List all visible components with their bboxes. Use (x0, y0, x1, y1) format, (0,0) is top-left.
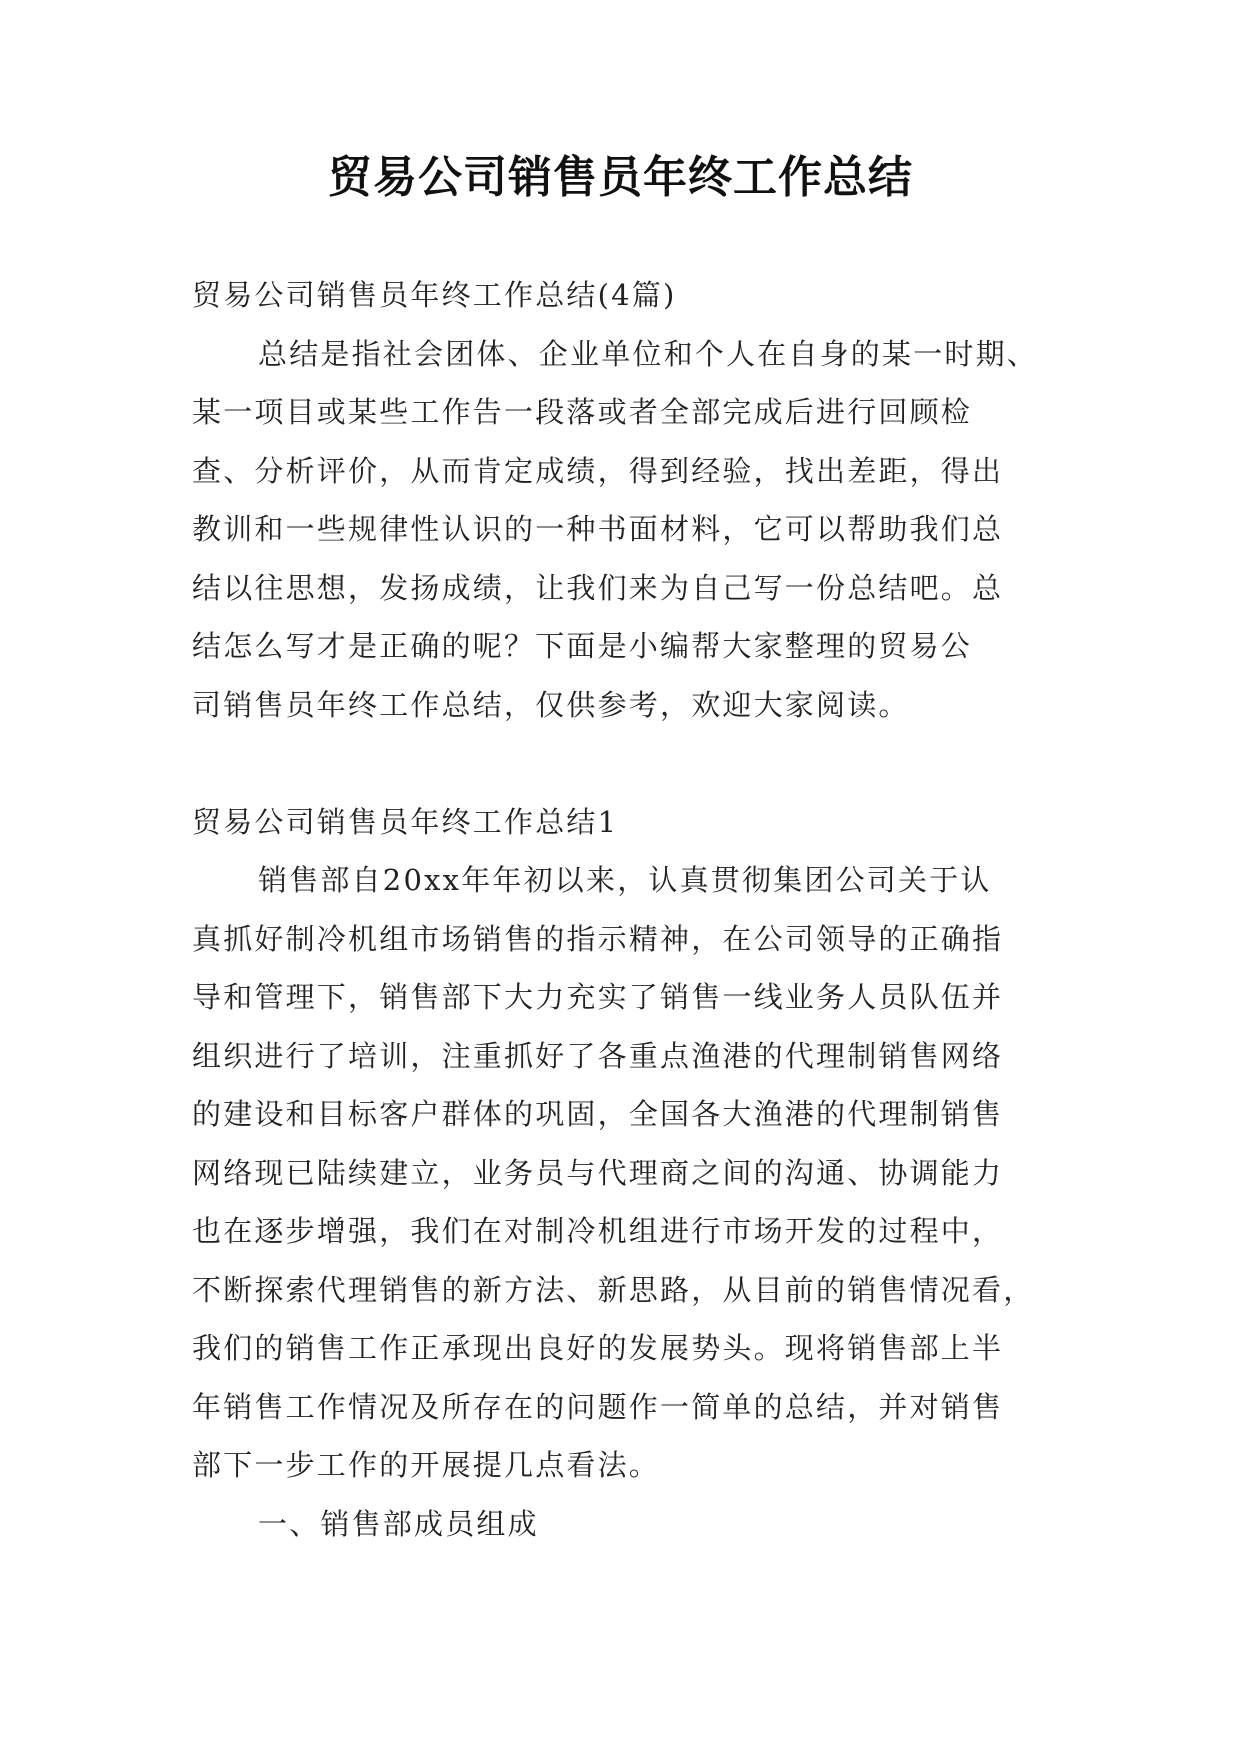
subheading: 一、销售部成员组成 (258, 1506, 539, 1541)
intro-line: 结怎么写才是正确的呢？下面是小编帮大家整理的贸易公 (192, 629, 973, 663)
section-line: 也在逐步增强，我们在对制冷机组进行市场开发的过程中， (192, 1214, 1004, 1248)
section-line: 部下一步工作的开展提几点看法。 (192, 1448, 661, 1482)
section-line: 真抓好制冷机组市场销售的指示精神，在公司领导的正确指 (192, 921, 1004, 956)
section-line: 销售部自20xx年年初以来，认真贯彻集团公司关于认 (258, 863, 992, 897)
section-line: 不断探索代理销售的新方法、新思路，从目前的销售情况看， (192, 1272, 1035, 1307)
section-line: 导和管理下，销售部下大力充实了销售一线业务人员队伍并 (192, 980, 1004, 1014)
document-body (192, 266, 1062, 1553)
section-line: 我们的销售工作正承现出良好的发展势头。现将销售部上半 (192, 1331, 1004, 1365)
section-line: 年销售工作情况及所存在的问题作一简单的总结，并对销售 (192, 1389, 1004, 1424)
intro-line: 司销售员年终工作总结，仅供参考，欢迎大家阅读。 (192, 687, 910, 722)
intro-line: 教训和一些规律性认识的一种书面材料，它可以帮助我们总 (192, 512, 1004, 546)
section-line: 网络现已陆续建立，业务员与代理商之间的沟通、协调能力 (192, 1155, 1004, 1190)
section-line: 的建设和目标客户群体的巩固，全国各大渔港的代理制销售 (192, 1097, 1004, 1131)
paragraph-gap (192, 734, 1062, 793)
section-line: 组织进行了培训，注重抓好了各重点渔港的代理制销售网络 (192, 1038, 1004, 1073)
intro-line: 总结是指社会团体、企业单位和个人在自身的某一时期、 (258, 336, 1039, 371)
intro-line: 结以往思想，发扬成绩，让我们来为自己写一份总结吧。总 (192, 570, 1004, 605)
document-title: 贸易公司销售员年终工作总结 (328, 152, 913, 203)
subtitle: 贸易公司销售员年终工作总结(4篇) (192, 278, 677, 312)
section-heading: 贸易公司销售员年终工作总结1 (192, 804, 619, 839)
intro-line: 查、分析评价，从而肯定成绩，得到经验，找出差距，得出 (192, 453, 1004, 488)
intro-line: 某一项目或某些工作告一段落或者全部完成后进行回顾检 (192, 395, 973, 429)
